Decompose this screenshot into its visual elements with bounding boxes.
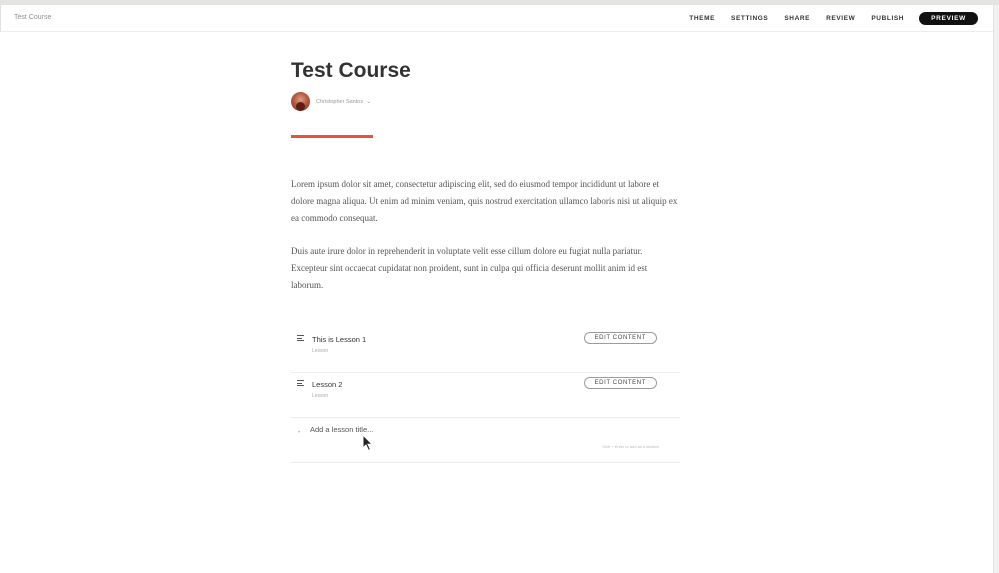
- add-lesson-input[interactable]: [310, 425, 560, 434]
- lesson-type: Lesson: [312, 393, 329, 399]
- author-name: Christopher Santos: [316, 98, 364, 105]
- toolbar-course-title: Test Course: [14, 14, 52, 21]
- add-lesson-hint: Shift + Enter to add as a section: [602, 444, 659, 449]
- lesson-title[interactable]: This is Lesson 1: [312, 335, 367, 344]
- scrollbar[interactable]: [993, 5, 999, 573]
- accent-divider: [291, 135, 373, 138]
- lesson-type: Lesson: [312, 348, 329, 354]
- chevron-down-icon[interactable]: ⌄: [366, 99, 372, 105]
- add-lesson-row: [291, 418, 680, 463]
- nav-share[interactable]: SHARE: [784, 14, 811, 22]
- edit-content-button[interactable]: EDIT CONTENT: [584, 377, 657, 389]
- lesson-row[interactable]: [291, 328, 680, 373]
- nav-review[interactable]: REVIEW: [826, 14, 856, 22]
- lesson-lines-icon: [297, 335, 304, 343]
- nav-publish[interactable]: PUBLISH: [871, 14, 905, 22]
- nav-settings[interactable]: SETTINGS: [731, 14, 769, 22]
- author-selector[interactable]: [291, 92, 680, 111]
- mouse-cursor-icon: [362, 434, 374, 452]
- nav-theme[interactable]: THEME: [689, 14, 716, 22]
- toolbar-nav: [673, 5, 995, 31]
- description-paragraph[interactable]: Duis aute irure dolor in reprehenderit in voluptate velit esse cillum dolore eu fugiat nulla pariatur. Excepteur sint occaecat cupidatat non proident, sunt in culpa qui officia deserunt mollit anim id est laborum.: [291, 246, 648, 290]
- course-editor: [291, 31, 680, 463]
- lesson-list: [291, 328, 680, 463]
- lesson-lines-icon: [297, 380, 304, 388]
- course-title[interactable]: Test Course: [291, 59, 411, 82]
- edit-content-button[interactable]: EDIT CONTENT: [584, 332, 657, 344]
- lesson-row[interactable]: [291, 373, 680, 418]
- avatar: [291, 92, 310, 111]
- preview-button[interactable]: PREVIEW: [919, 12, 978, 25]
- description-paragraph[interactable]: Lorem ipsum dolor sit amet, consectetur adipiscing elit, sed do eiusmod tempor incididunt ut labore et dolore magna aliqua. Ut enim ad minim veniam, quis nostrud exercitation ullamco laboris nisi ut aliquip ex ea commodo consequat.: [291, 179, 678, 223]
- top-toolbar: [0, 5, 995, 32]
- lesson-title[interactable]: Lesson 2: [312, 380, 343, 389]
- bullet-icon: •: [298, 430, 301, 436]
